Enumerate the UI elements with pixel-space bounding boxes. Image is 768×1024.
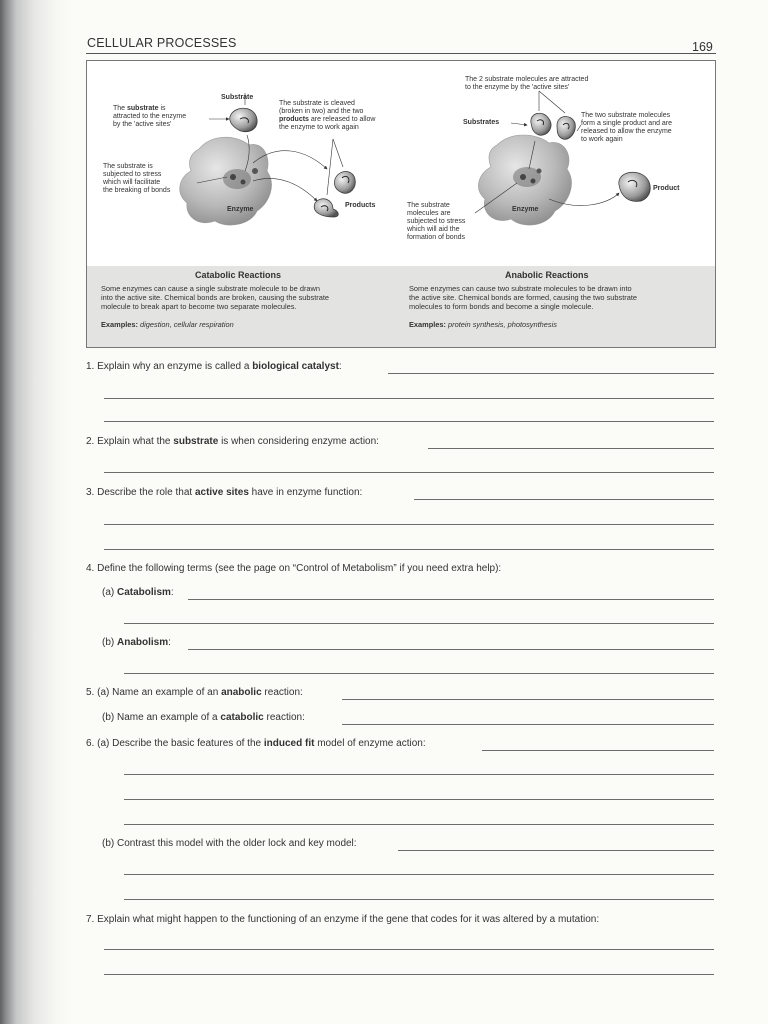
answer-line[interactable] <box>124 824 714 825</box>
anabolic-product-label: Product <box>653 185 680 192</box>
catabolic-stress-note: The substrate is subjected to stress which will facilitate the breaking of bonds <box>103 163 171 194</box>
question-2: 2. Explain what the substrate is when considering enzyme action: <box>86 436 379 447</box>
catabolic-reactions-title: Catabolic Reactions <box>195 270 282 280</box>
answer-line[interactable] <box>482 750 714 751</box>
answer-line[interactable] <box>188 599 714 600</box>
question-7: 7. Explain what might happen to the functioning of an enzyme if the gene that codes for it was altered by a mutation: <box>86 914 600 925</box>
question-4: 4. Define the following terms (see the page on “Control of Metabolism” if you need extra help): <box>86 563 502 574</box>
answer-line[interactable] <box>104 974 714 975</box>
answer-line[interactable] <box>188 649 714 650</box>
answer-line[interactable] <box>104 524 714 525</box>
anabolic-attraction-note: The 2 substrate molecules are attracted to the enzyme by the 'active sites' <box>465 76 589 91</box>
anabolic-examples: Examples: protein synthesis, photosynthesis <box>409 320 557 329</box>
answer-line[interactable] <box>342 699 714 700</box>
question-5a: 5. (a) Name an example of an anabolic reaction: <box>86 687 303 698</box>
answer-line[interactable] <box>342 724 714 725</box>
anabolic-product-molecule <box>619 172 650 201</box>
anabolic-reactions-title: Anabolic Reactions <box>505 270 589 280</box>
anabolic-substrate-molecule-2 <box>557 116 575 139</box>
catabolic-examples: Examples: digestion, cellular respiration <box>101 320 234 329</box>
question-3: 3. Describe the role that active sites have in enzyme function: <box>86 487 363 498</box>
page-number: 169 <box>692 40 713 54</box>
question-1: 1. Explain why an enzyme is called a biological catalyst: <box>86 361 342 372</box>
question-4b: (b) Anabolism: <box>102 637 171 648</box>
anabolic-formation-note: The two substrate molecules form a single product and are released to allow the enzyme to work again <box>581 112 673 143</box>
question-4a: (a) Catabolism: <box>102 587 174 598</box>
enzyme-reactions-figure <box>86 60 716 348</box>
question-6a: 6. (a) Describe the basic features of the induced fit model of enzyme action: <box>86 738 426 749</box>
answer-line[interactable] <box>428 448 714 449</box>
answer-line[interactable] <box>104 472 714 473</box>
answer-line[interactable] <box>104 421 714 422</box>
catabolic-enzyme-label: Enzyme <box>227 206 254 213</box>
catabolic-product-molecule-2 <box>314 199 338 217</box>
answer-line[interactable] <box>124 673 714 674</box>
anabolic-reactions-description: Some enzymes can cause two substrate molecules to be drawn into the active site. Chemical bonds are formed, causing the two substrate molecules to form bonds and become a single molecule. <box>409 284 637 311</box>
answer-line[interactable] <box>398 850 714 851</box>
header-rule <box>86 53 716 54</box>
catabolic-substrate-label: Substrate <box>221 94 254 101</box>
answer-line[interactable] <box>124 799 714 800</box>
answer-line[interactable] <box>124 899 714 900</box>
answer-line[interactable] <box>124 623 714 624</box>
catabolic-reactions-description: Some enzymes can cause a single substrate molecule to be drawn into the active site. Chemical bonds are broken, causing the substrate molecule to break apart to become two separate molecules. <box>101 284 330 311</box>
question-6b: (b) Contrast this model with the older lock and key model: <box>102 838 357 849</box>
answer-line[interactable] <box>388 373 714 374</box>
book-binding-shadow <box>0 0 72 1024</box>
answer-line[interactable] <box>414 499 714 500</box>
answer-line[interactable] <box>104 949 714 950</box>
catabolic-product-molecule-1 <box>334 172 355 194</box>
catabolic-products-label: Products <box>345 202 376 209</box>
question-5b: (b) Name an example of a catabolic reaction: <box>102 712 305 723</box>
anabolic-enzyme-label: Enzyme <box>512 206 539 213</box>
anabolic-substrates-label: Substrates <box>463 119 500 126</box>
answer-line[interactable] <box>104 398 714 399</box>
anabolic-substrate-molecule-1 <box>531 113 551 135</box>
page-title: CELLULAR PROCESSES <box>87 36 237 50</box>
answer-line[interactable] <box>124 874 714 875</box>
answer-line[interactable] <box>104 549 714 550</box>
anabolic-stress-note: The substrate molecules are subjected to stress which will aid the formation of bonds <box>407 202 466 241</box>
catabolic-substrate-molecule <box>230 108 257 132</box>
answer-line[interactable] <box>124 774 714 775</box>
catabolic-cleave-note: The substrate is cleaved (broken in two) and the two products are released to allow the enzyme to work again <box>279 100 376 131</box>
catabolic-attraction-note: The substrate is attracted to the enzyme by the 'active sites' <box>113 105 187 128</box>
